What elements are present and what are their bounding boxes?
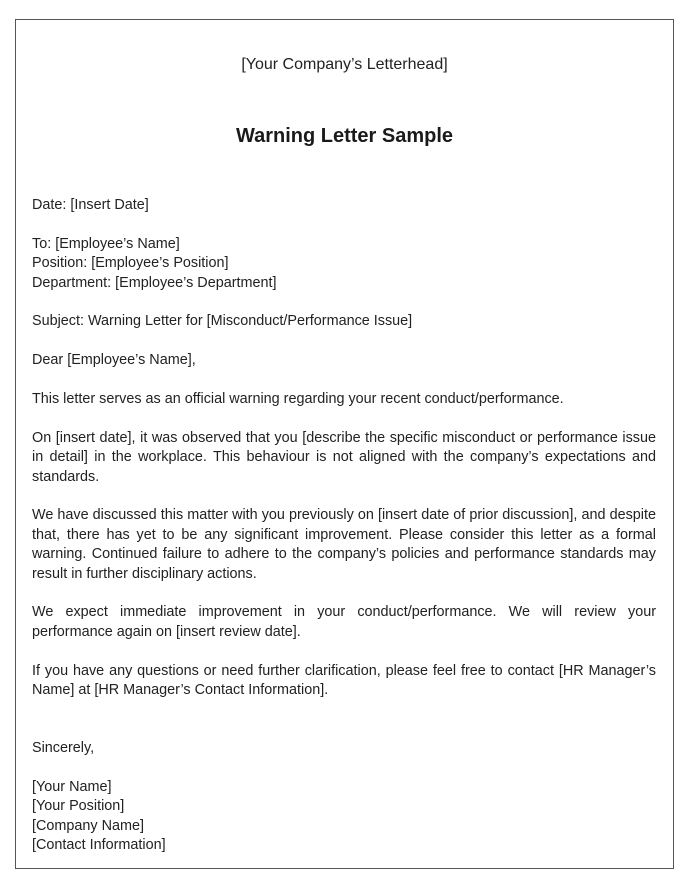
paragraph-intro: This letter serves as an official warning regarding your recent conduct/performance.: [32, 391, 564, 407]
paragraph-contact: If you have any questions or need further clarification, please feel free to contact [HR Manager’s Name] at [HR Manager’s Contact Information].: [32, 662, 656, 699]
date-line: Date: [Insert Date]: [32, 197, 149, 213]
signature-contact: [Contact Information]: [32, 837, 166, 854]
recipient-block: [32, 235, 656, 293]
recipient-department: Department: [Employee’s Department]: [32, 274, 277, 291]
recipient-name: To: [Employee’s Name]: [32, 235, 180, 252]
salutation: Dear [Employee’s Name],: [32, 352, 196, 369]
closing: Sincerely,: [32, 740, 95, 757]
signature-company: [Company Name]: [32, 817, 144, 834]
signature-position: [Your Position]: [32, 798, 125, 815]
signature-block: [32, 778, 656, 856]
letter-title: Warning Letter Sample: [235, 125, 454, 147]
signature-name: [Your Name]: [32, 779, 112, 796]
letter-page: [15, 19, 674, 869]
paragraph-prior-discussion: We have discussed this matter with you previously on [insert date of prior discussion], and despite that, there has yet to be any significant improvement. Please consider this letter as a formal warning. Continued failure to adhere to the company’s policies and performance standards may result in further disciplinary actions.: [32, 507, 656, 582]
subject-line: Subject: Warning Letter for [Misconduct/Performance Issue]: [32, 313, 413, 330]
letter-body: [32, 196, 656, 856]
paragraph-incident: On [insert date], it was observed that you [describe the specific misconduct or performance issue in detail] in the workplace. This behaviour is not aligned with the company’s expectations and standards.: [32, 429, 656, 485]
letterhead: [Your Company’s Letterhead]: [241, 56, 448, 73]
recipient-position: Position: [Employee’s Position]: [32, 255, 229, 272]
paragraph-expectation: We expect immediate improvement in your conduct/performance. We will review your performance again on [insert review date].: [32, 604, 656, 640]
